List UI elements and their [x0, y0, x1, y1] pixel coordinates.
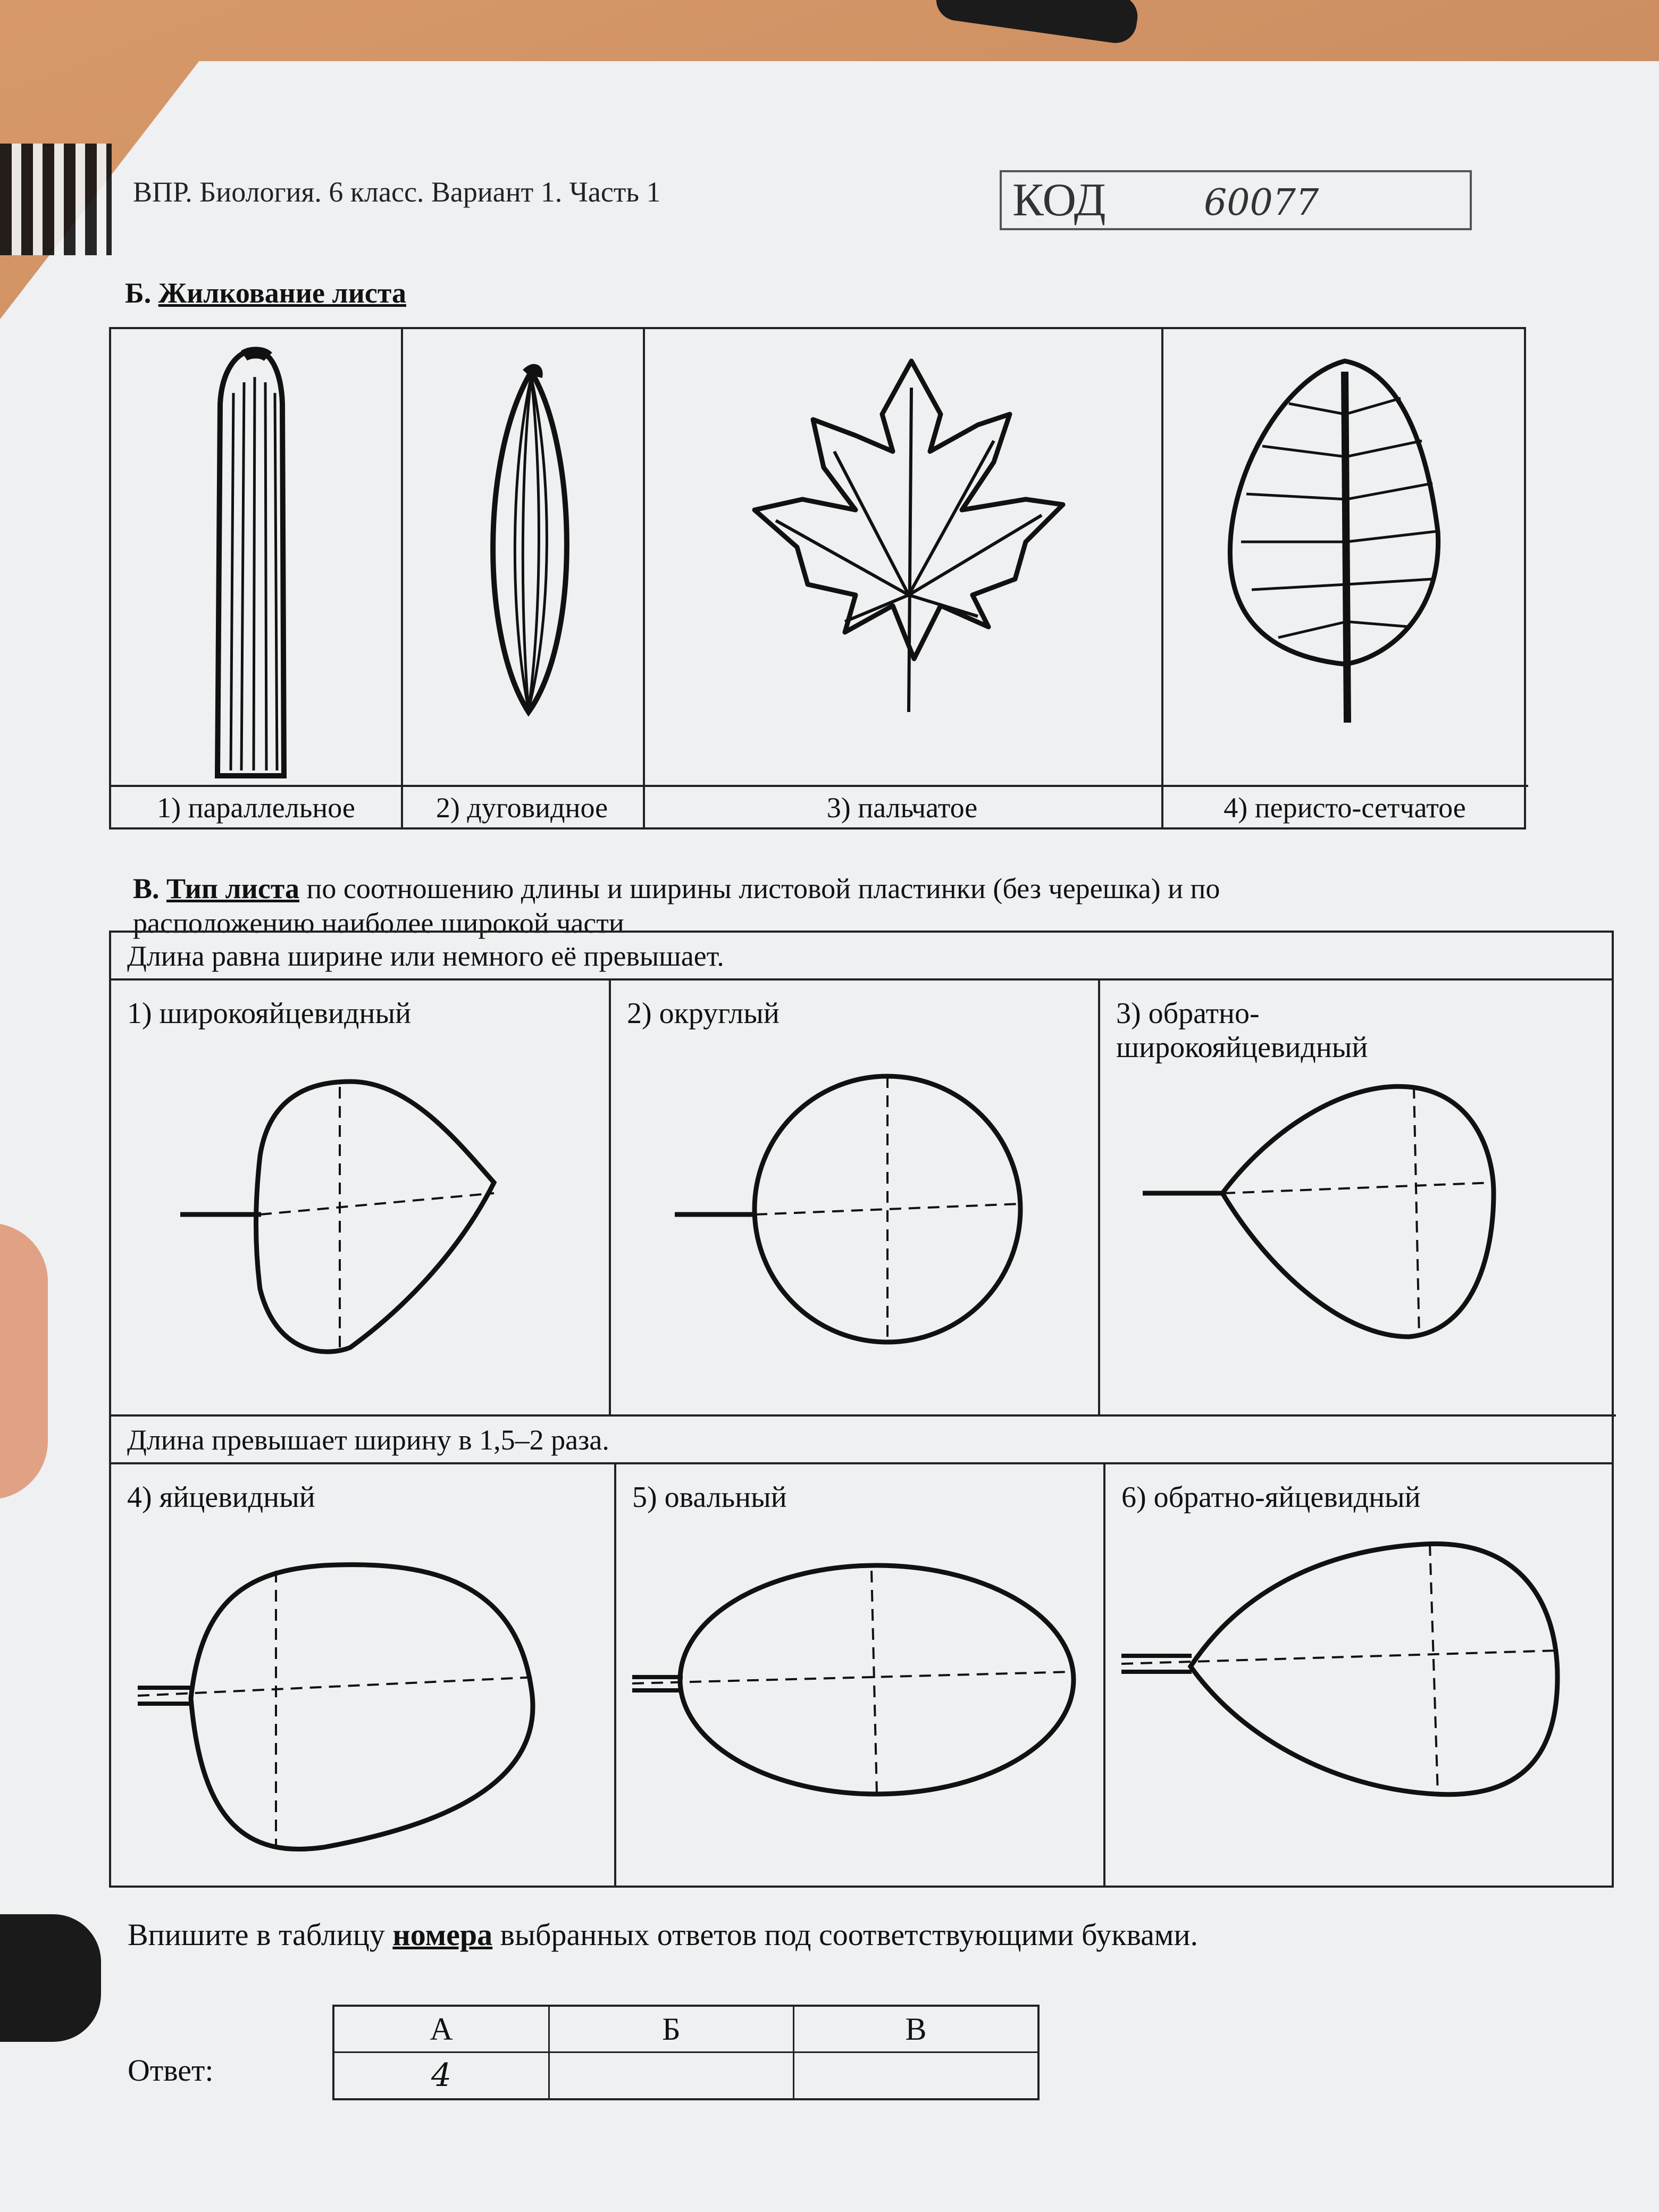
section-v-description: по соотношению длины и ширины листовой пластинки (без черешка) и по	[306, 873, 1220, 904]
venation-label-3: 3) пальчатое	[643, 785, 1161, 827]
pinnate-leaf-icon	[1161, 340, 1528, 781]
arcuate-leaf-icon	[401, 340, 643, 781]
maple-leaf-icon	[643, 340, 1161, 781]
venation-cell-4	[1161, 329, 1528, 827]
answer-col-v: В	[794, 2007, 1037, 2053]
answer-cell-b[interactable]	[550, 2053, 794, 2098]
group1-header: Длина равна ширине или немного её превышает.	[111, 933, 1612, 981]
broad-ovate-leaf-icon	[111, 981, 611, 1417]
answer-cell-a[interactable]: 4	[334, 2053, 550, 2098]
answer-col-a: А	[334, 2007, 550, 2053]
shape-cell-4	[111, 1464, 616, 1888]
shape-label-6: 6) обратно-яйцевидный	[1121, 1481, 1421, 1514]
shape-label-3: 3) обратно- широкояйцевидный	[1116, 997, 1368, 1065]
shape-cell-6	[1105, 1464, 1616, 1888]
instruction-post: выбранных ответов под соответствующими буквами.	[500, 1917, 1199, 1952]
answer-col-b: Б	[550, 2007, 794, 2053]
shape-label-1: 1) широкояйцевидный	[127, 997, 412, 1030]
venation-label-4: 4) перисто-сетчатое	[1161, 785, 1528, 827]
finger	[0, 1223, 48, 1499]
binder-clip	[0, 1914, 101, 2042]
section-b-title	[125, 276, 406, 309]
venation-label-2: 2) дуговидное	[401, 785, 643, 827]
leaf-shape-table	[109, 931, 1614, 1888]
ovate-leaf-icon	[111, 1464, 616, 1888]
code-box	[1000, 170, 1472, 230]
obovate-leaf-icon	[1105, 1464, 1616, 1888]
shape-cell-1	[111, 981, 611, 1417]
venation-table	[109, 327, 1526, 830]
shape-cell-3	[1100, 981, 1616, 1417]
shape-cell-5	[616, 1464, 1105, 1888]
shape-label-4: 4) яйцевидный	[127, 1481, 315, 1514]
section-b-heading: Жилкование листа	[158, 277, 406, 309]
instruction-pre: Впишите в таблицу	[128, 1917, 385, 1952]
venation-cell-2	[401, 329, 645, 827]
round-leaf-icon	[611, 981, 1100, 1417]
venation-label-1: 1) параллельное	[111, 785, 401, 827]
shape-label-5: 5) овальный	[632, 1481, 787, 1514]
venation-cell-1	[111, 329, 403, 827]
section-v-title	[133, 872, 1515, 905]
answer-instruction	[128, 1917, 1198, 1953]
section-v-letter: В.	[133, 873, 160, 904]
obovate-broad-leaf-icon	[1100, 981, 1616, 1417]
answer-cell-v[interactable]	[794, 2053, 1037, 2098]
oval-leaf-icon	[616, 1464, 1105, 1888]
shape-cell-2	[611, 981, 1100, 1417]
instruction-bold: номера	[392, 1917, 493, 1952]
answer-label: Ответ:	[128, 2053, 214, 2088]
section-v-heading: Тип листа	[166, 873, 299, 904]
qr-code	[0, 144, 112, 255]
code-value: 60077	[1204, 182, 1319, 224]
section-b-letter: Б.	[125, 277, 152, 309]
group2-header: Длина превышает ширину в 1,5–2 раза.	[111, 1417, 1612, 1464]
code-label: КОД	[1012, 174, 1106, 226]
shape-label-2: 2) округлый	[627, 997, 780, 1030]
section-v-description-line2: расположению наиболее широкой части	[133, 907, 624, 939]
venation-cell-3	[643, 329, 1163, 827]
worksheet-header: ВПР. Биология. 6 класс. Вариант 1. Часть 1	[133, 176, 661, 208]
answer-table	[332, 2005, 1040, 2100]
parallel-leaf-icon	[111, 340, 401, 781]
